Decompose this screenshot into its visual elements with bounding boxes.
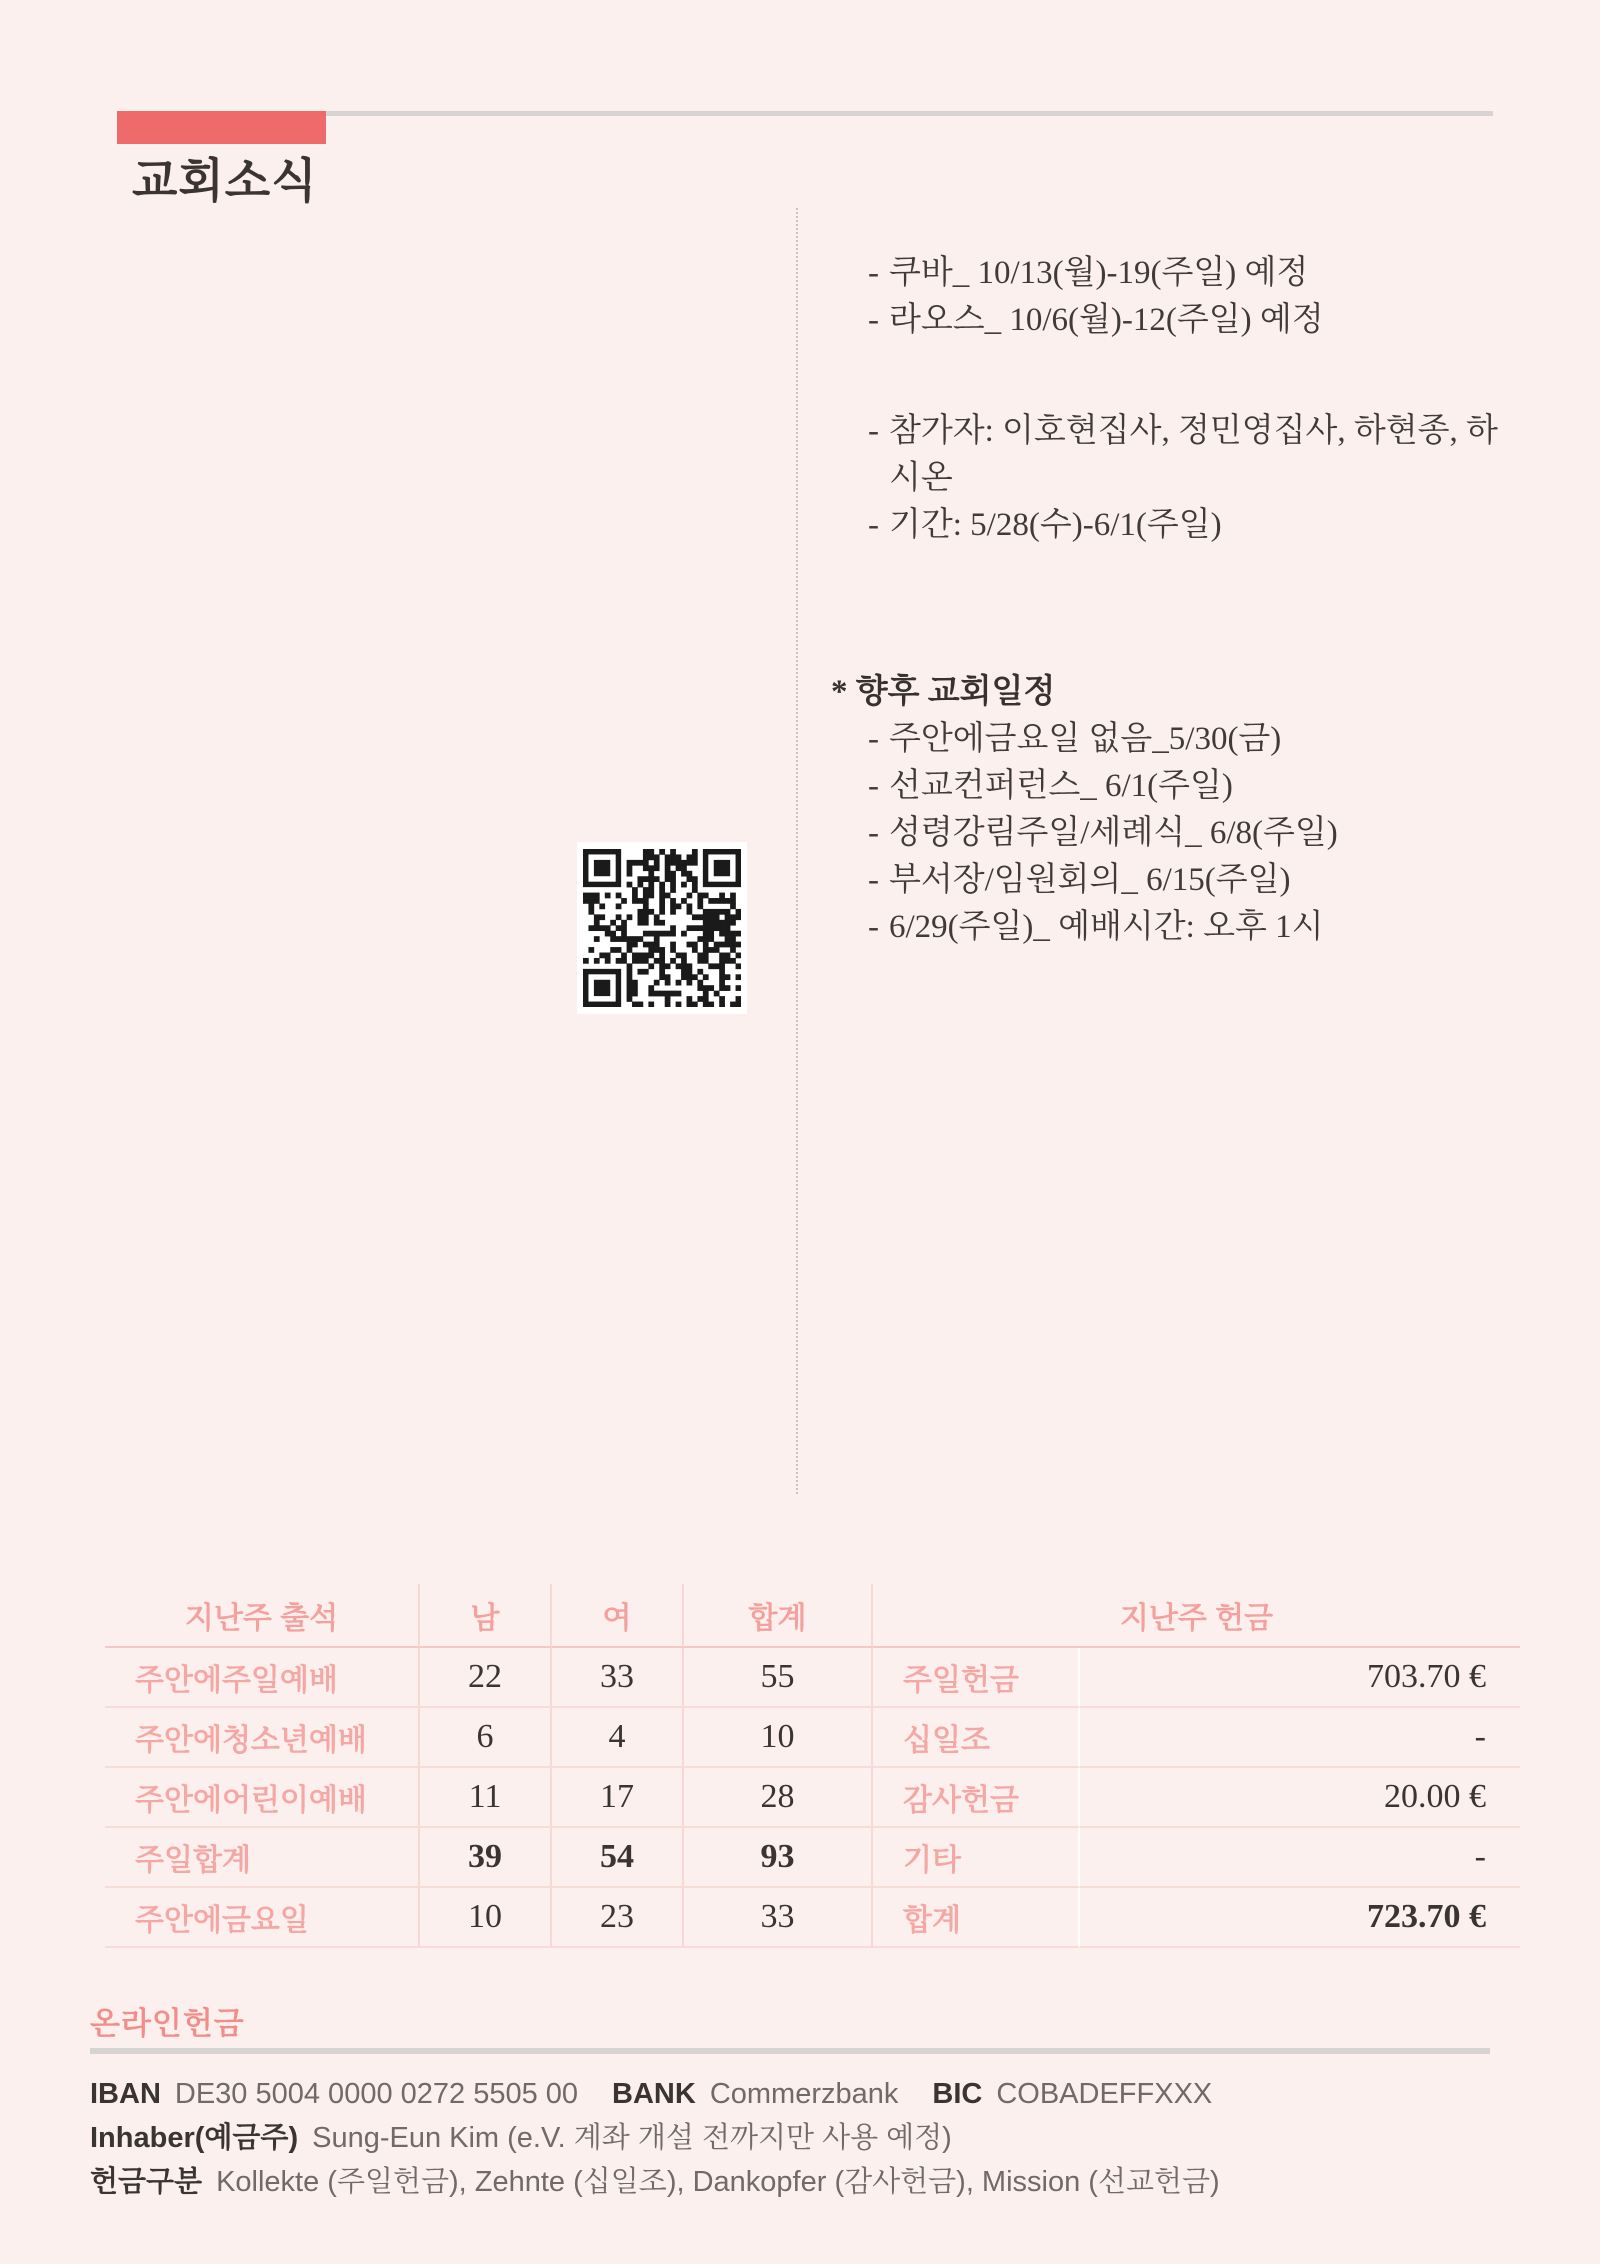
category-label: 헌금구분 <box>90 2166 203 2198</box>
subitem-text: 라오스_ 10/6(월)-12(주일) 예정 <box>889 302 1324 338</box>
schedule-item-text: 6/29(주일)_ 예배시간: 오후 1시 <box>889 909 1324 945</box>
attendance-row-label: 주안에주일예배 <box>105 1648 420 1708</box>
bank-info-label: BIC <box>932 2078 983 2110</box>
notice-subitem <box>842 297 1506 344</box>
attendance-header-total: 합계 <box>684 1584 873 1648</box>
attendance-female-value: 54 <box>552 1828 684 1888</box>
online-giving-title: 온라인헌금 <box>90 2006 245 2041</box>
schedule-item <box>842 716 1506 763</box>
offering-row-label: 주일헌금 <box>873 1648 1080 1708</box>
attendance-header-label: 지난주 출석 <box>105 1584 420 1648</box>
offering-category-line <box>90 2160 1246 2204</box>
dash-bullet: - <box>868 721 879 757</box>
schedule-item-text: 선교컨퍼런스_ 6/1(주일) <box>889 768 1233 804</box>
attendance-female-value: 17 <box>552 1768 684 1828</box>
account-holder-line <box>90 2116 1246 2160</box>
holder-value: Sung-Eun Kim (e.V. 계좌 개설 전까지만 사용 예정) <box>312 2122 952 2154</box>
dash-bullet: - <box>868 507 879 543</box>
bank-info-pair <box>90 2078 578 2110</box>
attendance-female-value: 4 <box>552 1708 684 1768</box>
header-rule <box>326 111 1493 116</box>
bank-info-label: IBAN <box>90 2078 161 2110</box>
dash-bullet: - <box>868 815 879 851</box>
attendance-female-value: 23 <box>552 1888 684 1948</box>
bank-info-value: COBADEFFXXX <box>996 2078 1213 2110</box>
schedule-item-text: 부서장/임원회의_ 6/15(주일) <box>889 862 1291 898</box>
offering-row-value: - <box>1080 1828 1520 1888</box>
bank-info-value: DE30 5004 0000 0272 5505 00 <box>174 2078 579 2110</box>
attendance-male-value: 6 <box>420 1708 552 1768</box>
holder-label: Inhaber(예금주) <box>90 2122 299 2154</box>
attendance-header-female: 여 <box>552 1584 684 1648</box>
attendance-female-value: 33 <box>552 1648 684 1708</box>
offering-row-label: 감사헌금 <box>873 1768 1080 1828</box>
qr-code-image <box>583 849 741 1007</box>
notice-block <box>842 250 1506 344</box>
schedule-item-text: 성령강림주일/세례식_ 6/8(주일) <box>889 815 1338 851</box>
attendance-male-value: 22 <box>420 1648 552 1708</box>
dash-bullet: - <box>868 413 879 449</box>
attendance-total-value: 28 <box>684 1768 873 1828</box>
notice-subitem <box>842 408 1506 502</box>
column-divider <box>796 208 798 1494</box>
attendance-male-value: 10 <box>420 1888 552 1948</box>
bank-info-pair <box>612 2078 898 2110</box>
attendance-male-value: 39 <box>420 1828 552 1888</box>
notice-block <box>842 408 1506 549</box>
notices-right-column <box>831 250 1506 951</box>
offering-row-label: 십일조 <box>873 1708 1080 1768</box>
attendance-row-label: 주안에금요일 <box>105 1888 420 1948</box>
attendance-total-value: 93 <box>684 1828 873 1888</box>
attendance-total-value: 55 <box>684 1648 873 1708</box>
schedule-item <box>842 763 1506 810</box>
attendance-male-value: 11 <box>420 1768 552 1828</box>
qr-code <box>577 842 747 1014</box>
subitem-text: 쿠바_ 10/13(월)-19(주일) 예정 <box>889 255 1309 291</box>
schedule-item-text: 주안에금요일 없음_5/30(금) <box>889 721 1282 757</box>
notices-left-column <box>124 250 774 608</box>
dash-bullet: - <box>868 909 879 945</box>
schedule-item <box>842 857 1506 904</box>
attendance-header-male: 남 <box>420 1584 552 1648</box>
offering-row-value: 723.70 € <box>1080 1888 1520 1948</box>
attendance-row-label: 주안에어린이예배 <box>105 1768 420 1828</box>
online-giving-rule <box>90 2048 1490 2054</box>
accent-bar <box>117 111 326 144</box>
dash-bullet: - <box>868 768 879 804</box>
bank-info-pair <box>932 2078 1212 2110</box>
bank-info-value: Commerzbank <box>709 2078 899 2110</box>
dash-bullet: - <box>868 862 879 898</box>
weekly-stats-table <box>105 1584 1520 1948</box>
offering-row-value: 703.70 € <box>1080 1648 1520 1708</box>
online-giving-details <box>90 2072 1246 2204</box>
page-title: 교회소식 <box>132 154 318 207</box>
category-value: Kollekte (주일헌금), Zehnte (십일조), Dankopfer (감사헌금), Mission (선교헌금) <box>216 2166 1220 2198</box>
attendance-row-label: 주안에청소년예배 <box>105 1708 420 1768</box>
notice-subitem <box>842 502 1506 549</box>
bank-info-line <box>90 2072 1246 2116</box>
upcoming-schedule-title: * 향후 교회일정 <box>831 674 1056 710</box>
attendance-row-label: 주일합계 <box>105 1828 420 1888</box>
offering-header: 지난주 헌금 <box>873 1584 1520 1648</box>
schedule-item <box>842 904 1506 951</box>
offering-row-label: 기타 <box>873 1828 1080 1888</box>
dash-bullet: - <box>868 302 879 338</box>
attendance-total-value: 33 <box>684 1888 873 1948</box>
subitem-text: 참가자: 이호현집사, 정민영집사, 하현종, 하시온 <box>889 413 1498 496</box>
schedule-item <box>842 810 1506 857</box>
notice-subitem <box>842 250 1506 297</box>
offering-row-label: 합계 <box>873 1888 1080 1948</box>
subitem-text: 기간: 5/28(수)-6/1(주일) <box>889 507 1222 543</box>
offering-row-value: 20.00 € <box>1080 1768 1520 1828</box>
dash-bullet: - <box>868 255 879 291</box>
bank-info-label: BANK <box>612 2078 696 2110</box>
offering-row-value: - <box>1080 1708 1520 1768</box>
attendance-total-value: 10 <box>684 1708 873 1768</box>
